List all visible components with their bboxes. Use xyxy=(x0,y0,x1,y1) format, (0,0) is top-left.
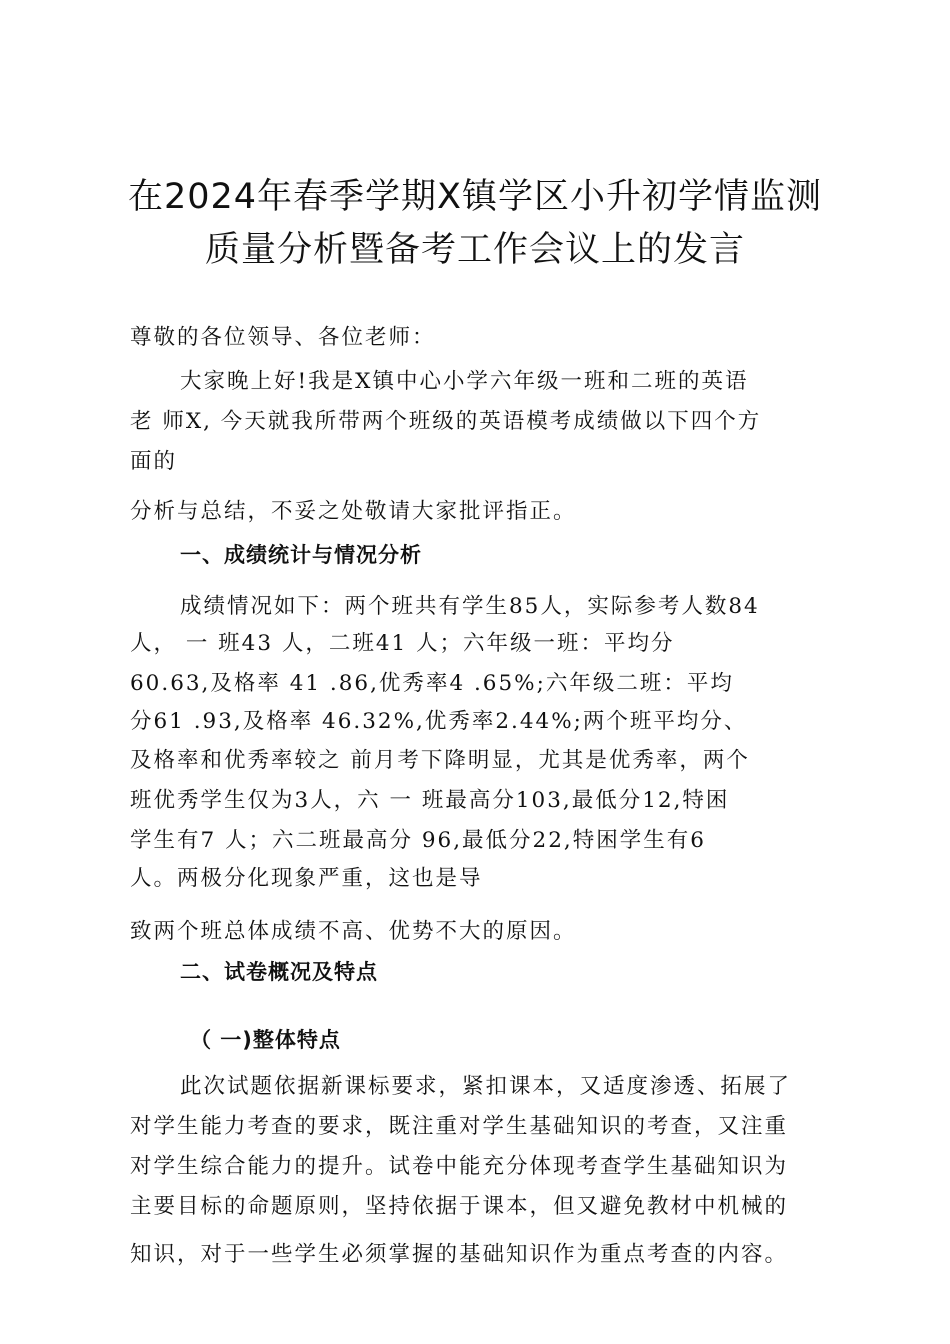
section-1-line: 人， 一 班43 人，二班41 人；六年级一班：平均分 xyxy=(130,631,675,656)
section-1-line: 分61 .93,及格率 46.32%,优秀率2.44%;两个班平均分、 xyxy=(130,709,748,734)
greeting: 尊敬的各位领导、各位老师： xyxy=(130,325,436,350)
intro-line: 大家晚上好!我是X镇中心小学六年级一班和二班的英语 xyxy=(180,369,749,394)
section-2-line: 对学生综合能力的提升。试卷中能充分体现考查学生基础知识为 xyxy=(130,1154,789,1179)
section-1-line: 致两个班总体成绩不高、优势不大的原因。 xyxy=(130,919,577,944)
section-1-line: 人。两极分化现象严重，这也是导 xyxy=(130,866,483,891)
document-title-line-1: 在2024年春季学期X镇学区小升初学情监测 xyxy=(127,177,823,217)
section-2-heading: 二、试卷概况及特点 xyxy=(180,960,378,984)
section-1-line: 及格率和优秀率较之 前月考下降明显，尤其是优秀率，两个 xyxy=(130,748,750,773)
section-1-line: 成绩情况如下：两个班共有学生85人，实际参考人数84 xyxy=(180,594,760,619)
intro-line: 老 师X, 今天就我所带两个班级的英语模考成绩做以下四个方 xyxy=(130,409,762,434)
document-title-line-2: 质量分析暨备考工作会议上的发言 xyxy=(204,230,745,270)
section-2-line: 主要目标的命题原则，坚持依据于课本，但又避免教材中机械的 xyxy=(130,1194,789,1219)
section-2-line: 对学生能力考查的要求，既注重对学生基础知识的考查，又注重 xyxy=(130,1114,789,1139)
section-2-line: 此次试题依据新课标要求，紧扣课本，又适度渗透、拓展了 xyxy=(180,1074,792,1099)
section-2-subheading: （ 一)整体特点 xyxy=(190,1028,341,1052)
section-1-heading: 一、成绩统计与情况分析 xyxy=(180,543,422,567)
section-1-line: 学生有7 人；六二班最高分 96,最低分22,特困学生有6 xyxy=(130,828,706,853)
section-1-line: 60.63,及格率 41 .86,优秀率4 .65%;六年级二班：平均 xyxy=(130,671,734,696)
intro-line: 面的 xyxy=(130,449,178,474)
section-1-line: 班优秀学生仅为3人，六 一 班最高分103,最低分12,特困 xyxy=(130,788,730,813)
intro-line: 分析与总结，不妥之处敬请大家批评指正。 xyxy=(130,499,577,524)
section-2-line: 知识，对于一些学生必须掌握的基础知识作为重点考查的内容。 xyxy=(130,1242,789,1267)
